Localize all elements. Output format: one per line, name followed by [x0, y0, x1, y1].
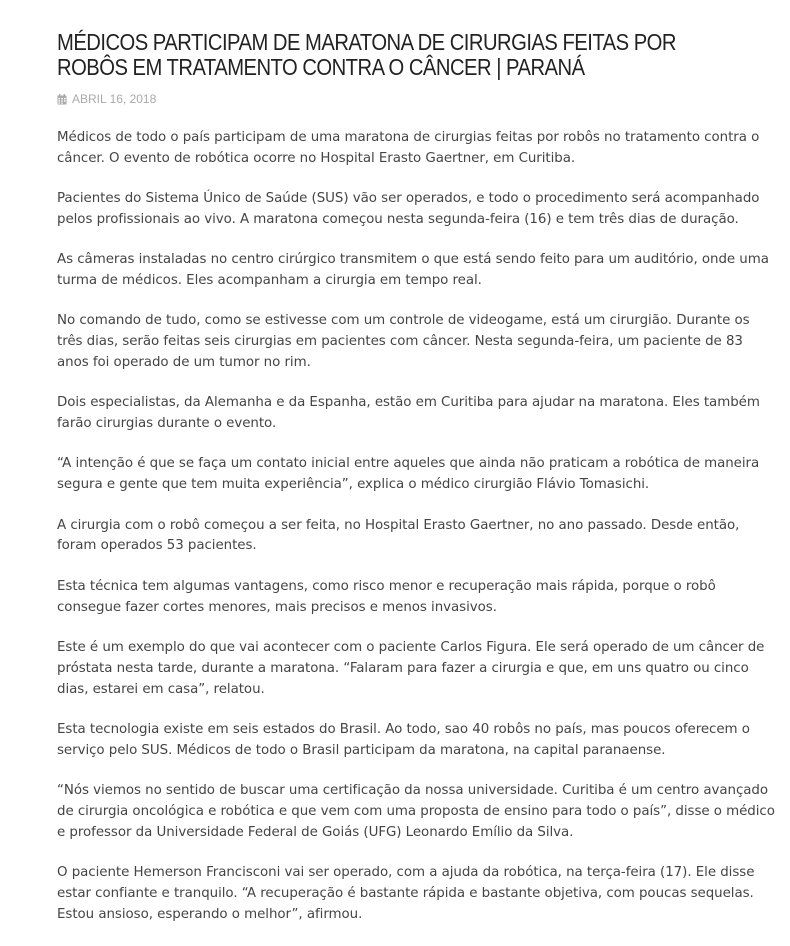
paragraph: O paciente Hemerson Francisconi vai ser operado, com a ajuda da robótica, na terça-feira (17). Ele disse estar confiante e tranquilo. “A recuperação é bastante rápida e bastante objetiva, com poucas sequelas. Estou ansioso, esperando o melhor”, afirmou. — [57, 864, 755, 922]
paragraph: Este é um exemplo do que vai acontecer com o paciente Carlos Figura. Ele será operado de um câncer de próstata nesta tarde, durante a maratona. “Falaram para fazer a cirurgia e que, em uns quatro ou cinco dias, estarei em casa”, relatou. — [57, 639, 765, 697]
paragraph: Dois especialistas, da Alemanha e da Espanha, estão em Curitiba para ajudar na maratona. Eles também farão cirurgias durante o evento. — [57, 395, 760, 432]
article-body — [57, 128, 775, 926]
paragraph: Médicos de todo o país participam de uma maratona de cirurgias feitas por robôs no tratamento contra o câncer. O evento de robótica ocorre no Hospital Erasto Gaertner, em Curitiba. — [57, 130, 760, 166]
paragraph: As câmeras instaladas no centro cirúrgico transmitem o que está sendo feito para um auditório, onde uma turma de médicos. Eles acompanham a cirurgia em tempo real. — [57, 252, 769, 289]
paragraph: “Nós viemos no sentido de buscar uma certificação da nossa universidade. Curitiba é um centro avançado de cirurgia oncológica e robótica e que vem com uma proposta de ensino para todo o país”, disse o médico e professor da Universidade Federal de Goiás (UFG) Leonardo Emílio da Silva. — [57, 782, 775, 840]
paragraph: No comando de tudo, como se estivesse com um controle de videogame, está um cirurgião. Durante os três dias, serão feitas seis cirurgias em pacientes com câncer. Nesta segunda-feira, um paciente de 83 anos foi operado de um tumor no rim. — [57, 313, 750, 371]
article-meta — [57, 91, 775, 107]
publish-date: ABRIL 16, 2018 — [72, 92, 157, 106]
paragraph: “A intenção é que se faça um contato inicial entre aqueles que ainda não praticam a robótica de maneira segura e gente que tem muita experiência”, explica o médico cirurgião Flávio Tomasichi. — [57, 456, 760, 493]
article-title: MÉDICOS PARTICIPAM DE MARATONA DE CIRURGIAS FEITAS POR ROBÔS EM TRATAMENTO CONTRA O CÂNCER | PARANÁ — [57, 29, 676, 80]
article — [57, 30, 775, 945]
paragraph: Pacientes do Sistema Único de Saúde (SUS) vão ser operados, e todo o procedimento será acompanhado pelos profissionais ao vivo. A maratona começou nesta segunda-feira (16) e tem três dias de duração. — [57, 191, 760, 228]
calendar-icon — [57, 94, 67, 105]
paragraph: A cirurgia com o robô começou a ser feita, no Hospital Erasto Gaertner, no ano passado. Desde então, foram operados 53 pacientes. — [57, 517, 740, 554]
paragraph: Esta técnica tem algumas vantagens, como risco menor e recuperação mais rápida, porque o robô consegue fazer cortes menores, mais precisos e menos invasivos. — [57, 578, 716, 615]
paragraph: Esta tecnologia existe em seis estados do Brasil. Ao todo, sao 40 robôs no país, mas poucos oferecem o serviço pelo SUS. Médicos de todo o Brasil participam da maratona, na capital paranaense. — [57, 721, 750, 758]
